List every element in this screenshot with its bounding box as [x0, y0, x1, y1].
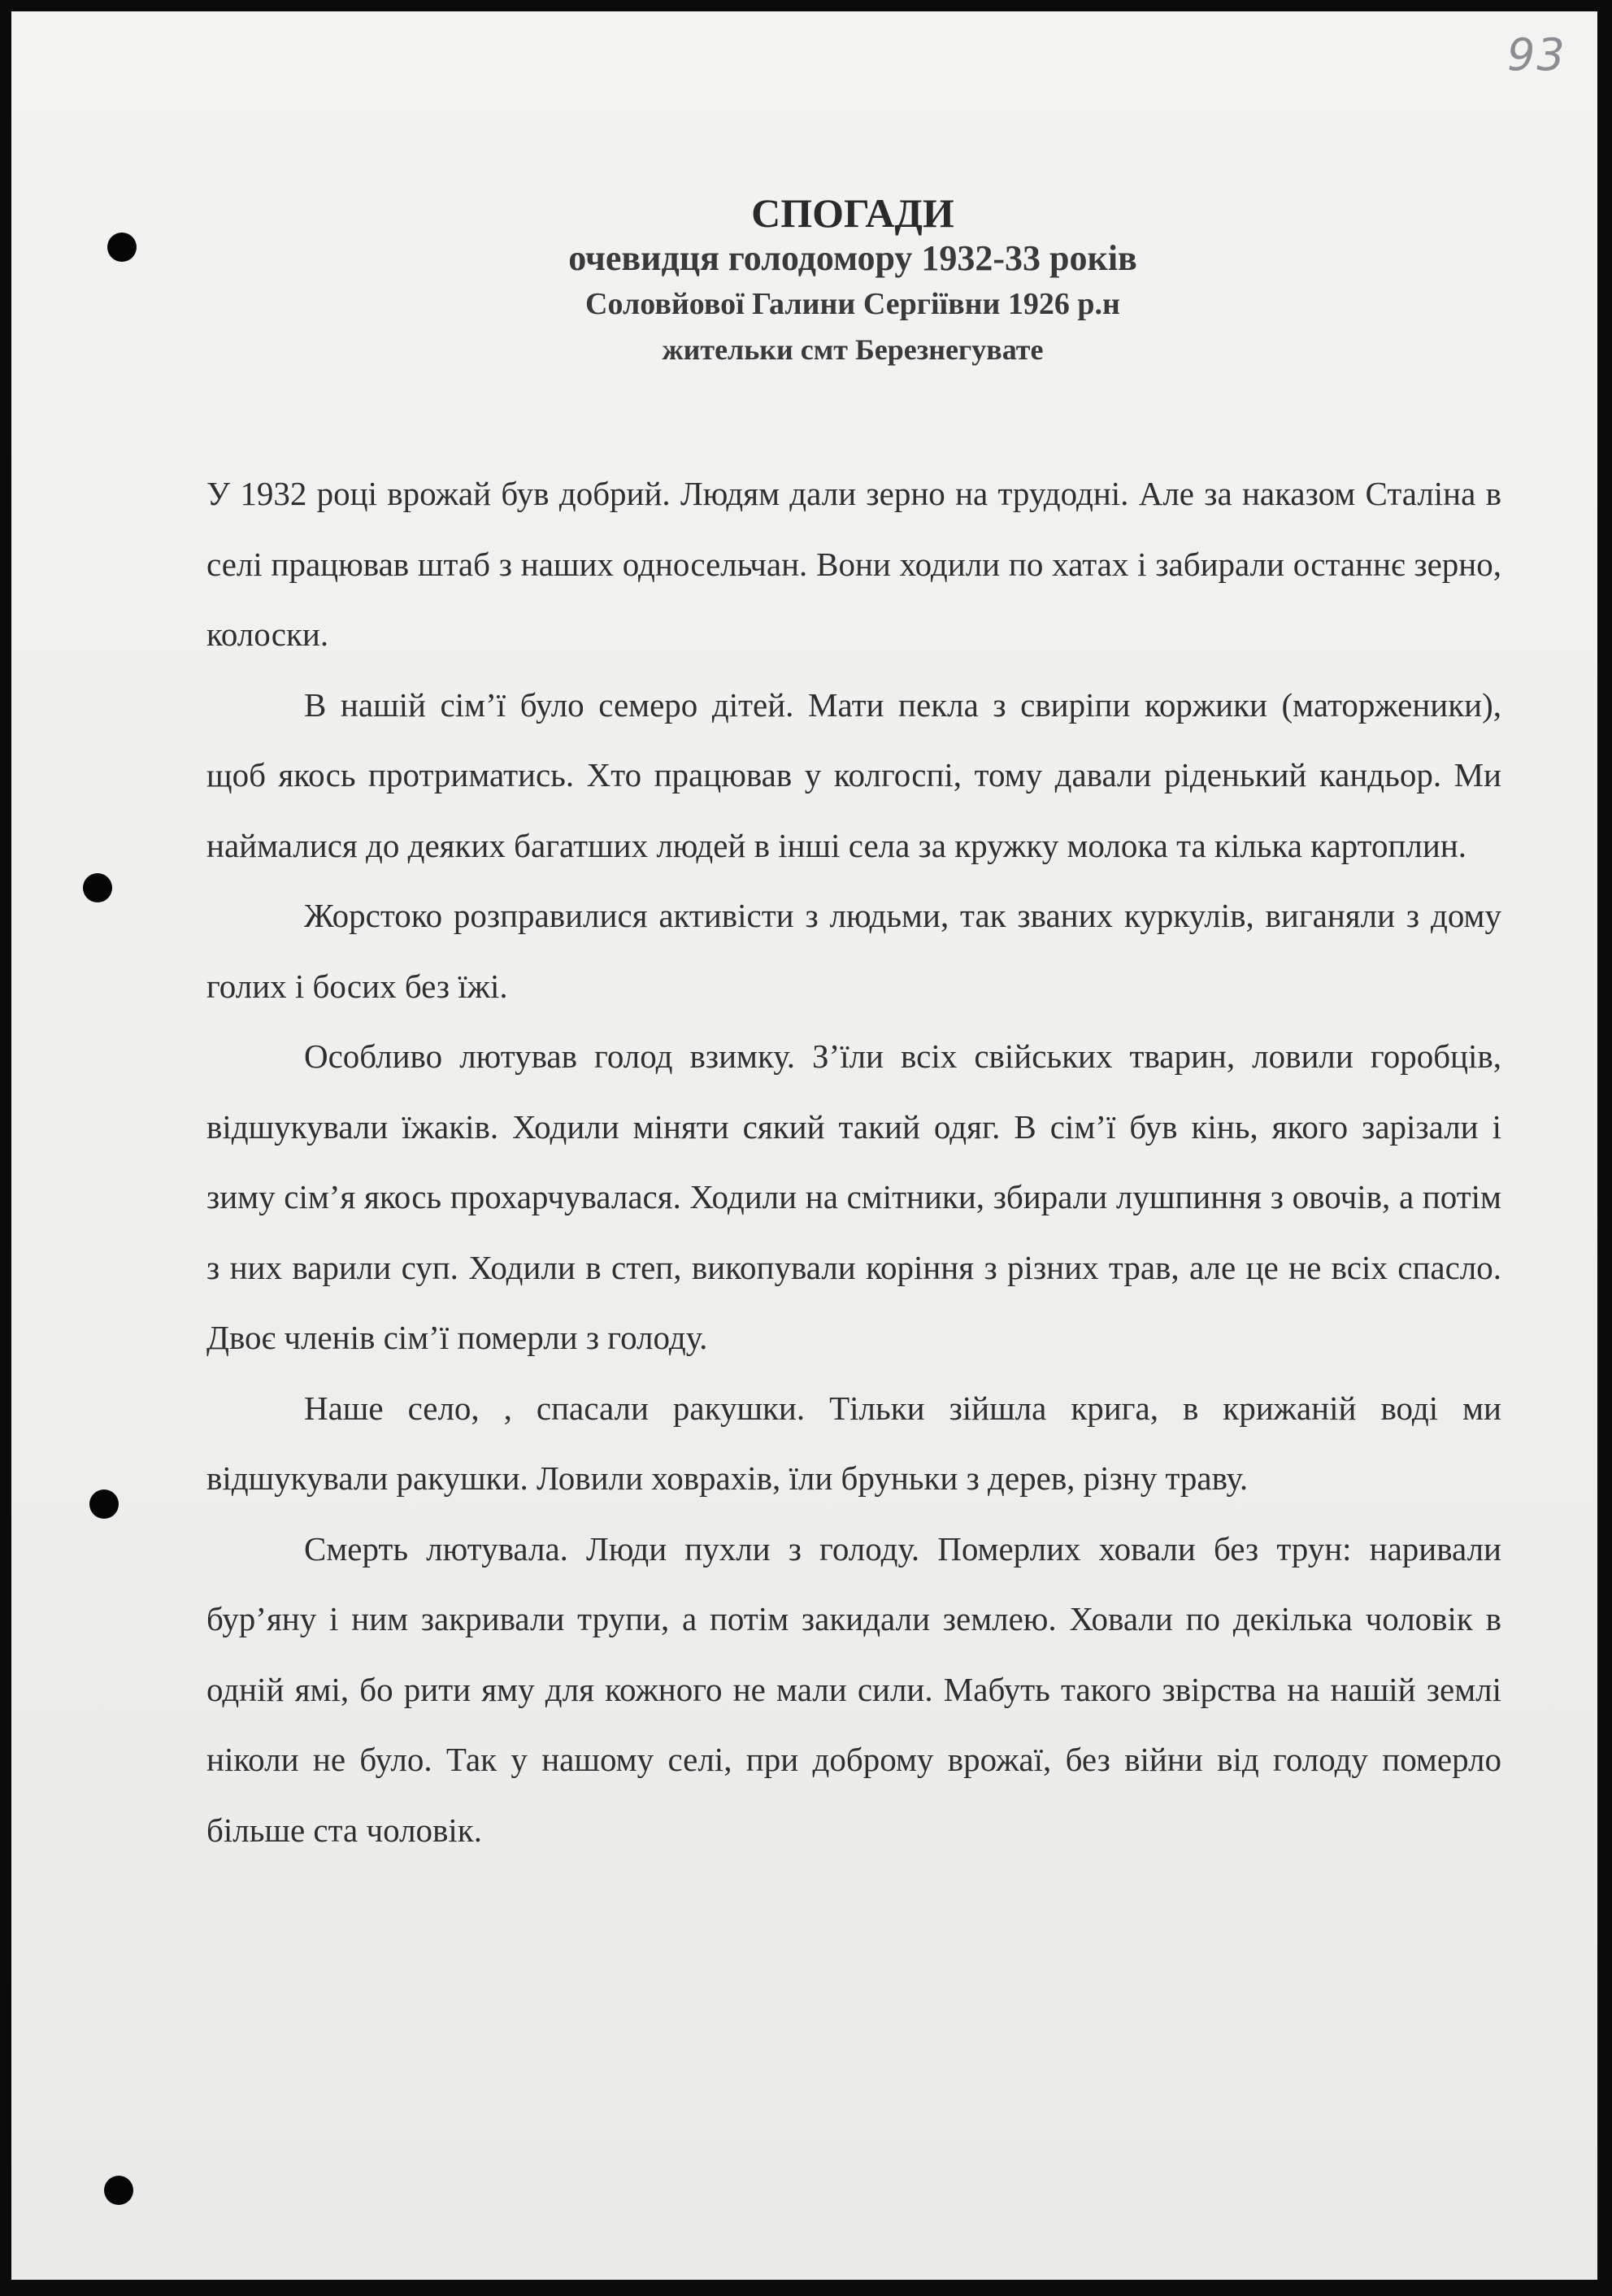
paragraph: Особливо лютував голод взимку. З’їли всіх свійських тварин, ловили горобців, відшукували їжаків. Ходили міняти сякий такий одяг. В сім’ї був кінь, якого зарізали і зиму сім’я якось прохарчувалася. Ходили на смітники, збирали лушпиння з овочів, а потім з них варили суп. Ходили в степ, викопували коріння з різних трав, але це не всіх спасло. Двоє членів сім’ї померли з голоду. [206, 1037, 1501, 1356]
title-subtitle-line3: жительки смт Березнегувате [662, 333, 1044, 366]
document-heading [11, 190, 1612, 372]
paragraph: У 1932 році врожай був добрий. Людям дали зерно на трудодні. Але за наказом Сталіна в селі працював штаб з наших односельчан. Вони ходили по хатах і забирали останнє зерно, колоски. [206, 475, 1501, 653]
punch-hole [104, 2176, 133, 2205]
title-subtitle-line1: очевидця голодомору 1932-33 років [568, 238, 1137, 278]
paragraph: Смерть лютувала. Люди пухли з голоду. Померлих ховали без трун: наривали бур’яну і ним закривали трупи, а потім закидали землею. Ховали по декілька чоловік в одній ямі, бо рити яму для кожного не мали сили. Мабуть такого звірства на нашій землі ніколи не було. Так у нашому селі, при доброму врожаї, без війни від голоду померло більше ста чоловік. [206, 1529, 1501, 1849]
punch-hole [89, 1489, 119, 1519]
paragraph: Жорстоко розправилися активісти з людьми, так званих куркулів, виганяли з дому голих і босих без їжі. [206, 897, 1501, 1005]
punch-hole [83, 873, 112, 902]
paragraph: Наше село, , спасали ракушки. Тільки зійшла крига, в крижаній воді ми відшукували ракушки. Ловили ховрахів, їли бруньки з дерев, різну траву. [206, 1389, 1501, 1497]
document-title: СПОГАДИ [751, 190, 954, 236]
page-number: 93 [1507, 29, 1566, 80]
paragraph: В нашій сім’ї було семеро дітей. Мати пекла з свиріпи коржики (маторженики), щоб якось протриматись. Хто працював у колгоспі, тому давали ріденький кандьор. Ми наймалися до деяких багатших людей в інші села за кружку молока та кілька картоплин. [206, 685, 1501, 864]
document-body [206, 459, 1501, 1865]
title-subtitle-line2: Соловйової Галини Сергіївни 1926 р.н [585, 287, 1120, 321]
document-page [11, 11, 1597, 2280]
